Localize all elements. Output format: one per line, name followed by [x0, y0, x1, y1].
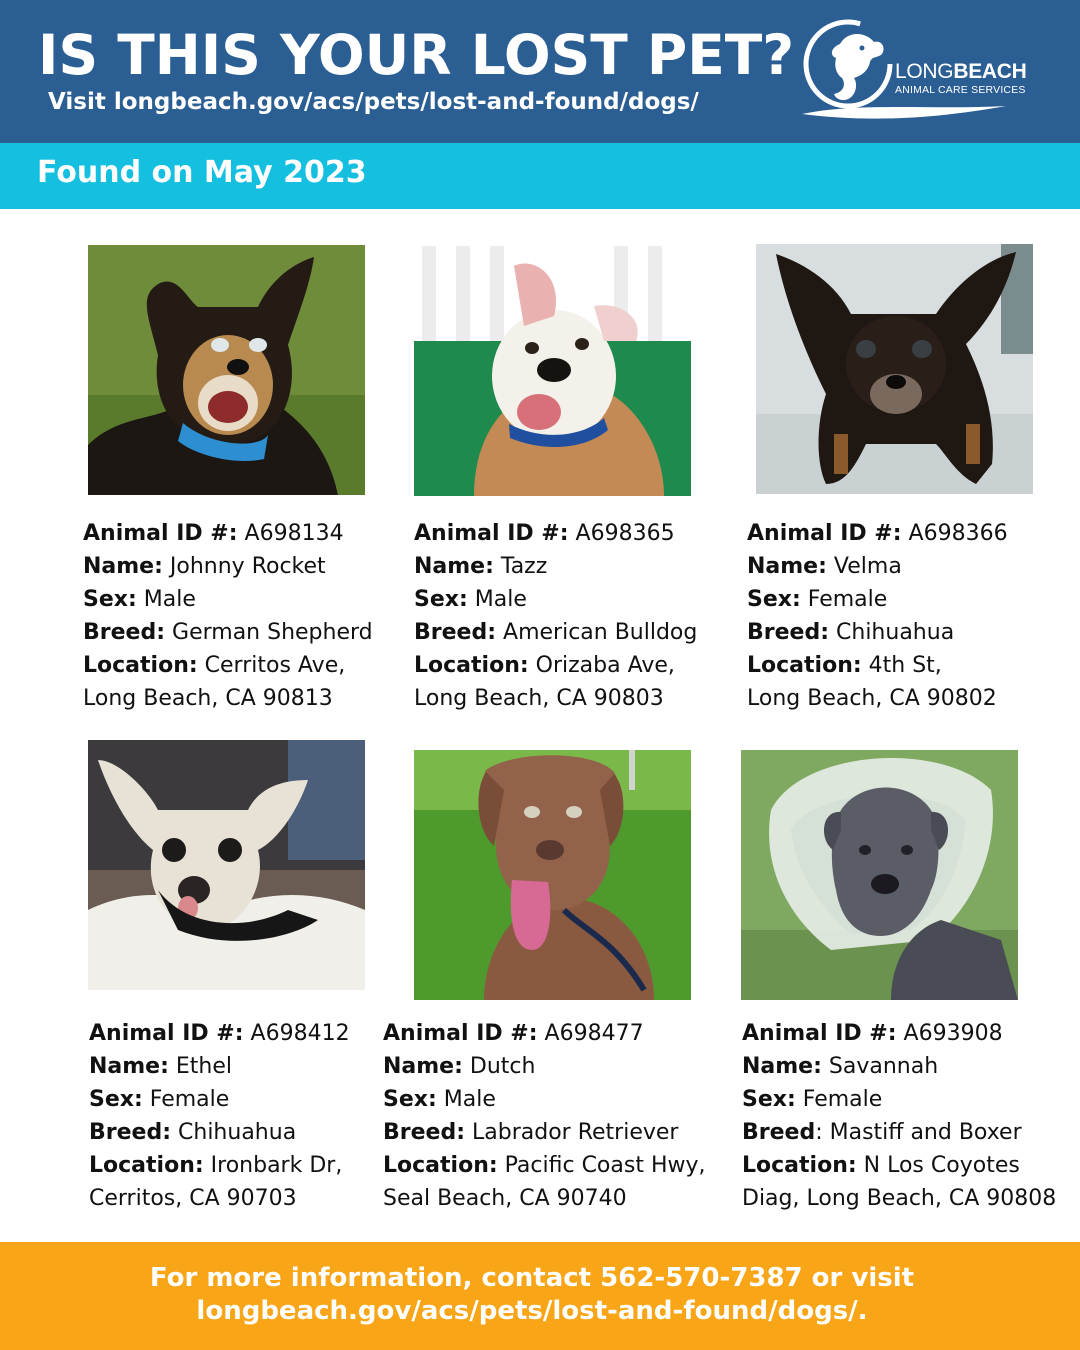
footer-url-line[interactable]: longbeach.gov/acs/pets/lost-and-found/dogs/. [196, 1296, 868, 1326]
animal-id-value: A698477 [544, 1021, 644, 1046]
pet-sex-value: Female [807, 587, 888, 612]
page-title: IS THIS YOUR LOST PET? [38, 23, 795, 87]
american-bulldog-photo-icon [414, 246, 691, 496]
pet-sex-row: Sex: Female [742, 1087, 883, 1112]
pet-location-value: Orizaba Ave, [535, 653, 675, 678]
pet-breed-row: Breed: American Bulldog [414, 620, 698, 645]
pet-photo-2 [414, 246, 691, 496]
german-shepherd-photo-icon [88, 245, 365, 495]
pet-sex-value: Male [474, 587, 527, 612]
black-chihuahua-photo-icon [756, 244, 1033, 494]
pet-sex-value: Female [149, 1087, 230, 1112]
pet-breed-row: Breed: Chihuahua [89, 1120, 297, 1145]
pet-name-row: Name: Savannah [742, 1054, 939, 1079]
pet-location-row: Location: Pacific Coast Hwy, [383, 1153, 706, 1178]
pet-name-value: Tazz [500, 554, 548, 579]
pet-name-value: Dutch [469, 1054, 536, 1079]
footer-contact-text [0, 1262, 1064, 1328]
pet-location-value: N Los Coyotes [863, 1153, 1020, 1178]
pet-location-line-2: Long Beach, CA 90813 [83, 686, 333, 711]
pet-location-row: Location: Orizaba Ave, [414, 653, 675, 678]
visit-url-text[interactable]: Visit longbeach.gov/acs/pets/lost-and-found/dogs/ [48, 89, 699, 115]
pet-location-line-2: Long Beach, CA 90803 [414, 686, 664, 711]
animal-id-value: A693908 [903, 1021, 1003, 1046]
pet-sex-row: Sex: Male [414, 587, 527, 612]
pet-location-line-2: Long Beach, CA 90802 [747, 686, 997, 711]
pet-location-line-2: Diag, Long Beach, CA 90808 [742, 1186, 1057, 1211]
logo-subtitle: ANIMAL CARE SERVICES [895, 84, 1026, 96]
mastiff-boxer-cone-photo-icon [741, 750, 1018, 1000]
animal-id-row: Animal ID #: A698477 [383, 1021, 644, 1046]
pet-sex-row: Sex: Female [747, 587, 888, 612]
logo-wordmark: LONGBEACH [895, 60, 1027, 83]
pet-sex-row: Sex: Male [383, 1087, 496, 1112]
pet-name-value: Ethel [175, 1054, 233, 1079]
pet-location-value: 4th St, [868, 653, 942, 678]
animal-id-row: Animal ID #: A698412 [89, 1021, 350, 1046]
pet-info-card [89, 1017, 350, 1215]
animal-id-value: A698134 [244, 521, 344, 546]
pet-location-row: Location: N Los Coyotes [742, 1153, 1020, 1178]
pet-location-value: Ironbark Dr, [210, 1153, 343, 1178]
labrador-retriever-photo-icon [414, 750, 691, 1000]
pet-location-line-2: Cerritos, CA 90703 [89, 1186, 297, 1211]
pet-breed-value: German Shepherd [172, 620, 373, 645]
pet-info-card [742, 1017, 1056, 1215]
pet-name-row: Name: Velma [747, 554, 902, 579]
pet-sex-value: Male [143, 587, 196, 612]
pet-sex-value: Female [802, 1087, 883, 1112]
pet-name-value: Velma [833, 554, 902, 579]
pet-location-value: Pacific Coast Hwy, [504, 1153, 706, 1178]
pet-photo-4 [88, 740, 365, 990]
pet-breed-value: : Mastiff and Boxer [815, 1120, 1022, 1145]
pet-info-card [83, 517, 373, 715]
pet-breed-value: Chihuahua [836, 620, 955, 645]
pet-photo-6 [741, 750, 1018, 1000]
pet-breed-value: American Bulldog [503, 620, 698, 645]
pet-location-row: Location: Ironbark Dr, [89, 1153, 343, 1178]
pet-name-row: Name: Tazz [414, 554, 548, 579]
long-beach-acs-logo [800, 14, 1040, 128]
pet-photo-3 [756, 244, 1033, 494]
footer-contact-line: For more information, contact 562-570-7387 or visit [149, 1263, 915, 1293]
pet-sex-row: Sex: Male [83, 587, 196, 612]
pet-breed-row: Breed: Chihuahua [747, 620, 955, 645]
pet-info-card [383, 1017, 706, 1215]
animal-id-row: Animal ID #: A693908 [742, 1021, 1003, 1046]
pet-sex-row: Sex: Female [89, 1087, 230, 1112]
pet-location-line-2: Seal Beach, CA 90740 [383, 1186, 627, 1211]
pet-name-row: Name: Johnny Rocket [83, 554, 326, 579]
animal-id-row: Animal ID #: A698366 [747, 521, 1008, 546]
pet-breed-value: Chihuahua [178, 1120, 297, 1145]
pet-sex-value: Male [443, 1087, 496, 1112]
white-chihuahua-photo-icon [88, 740, 365, 990]
pet-info-card [414, 517, 697, 715]
animal-id-row: Animal ID #: A698365 [414, 521, 675, 546]
pet-location-row: Location: Cerritos Ave, [83, 653, 346, 678]
pet-name-value: Savannah [828, 1054, 939, 1079]
pet-photo-5 [414, 750, 691, 1000]
pet-breed-value: Labrador Retriever [472, 1120, 679, 1145]
pet-name-row: Name: Ethel [89, 1054, 233, 1079]
pet-location-value: Cerritos Ave, [204, 653, 346, 678]
animal-id-row: Animal ID #: A698134 [83, 521, 344, 546]
pet-name-value: Johnny Rocket [169, 554, 326, 579]
pet-breed-row: Breed: German Shepherd [83, 620, 373, 645]
pet-info-card [747, 517, 1008, 715]
animal-id-value: A698412 [250, 1021, 350, 1046]
pet-breed-row: Breed: Labrador Retriever [383, 1120, 679, 1145]
pet-photo-1 [88, 245, 365, 495]
found-date-heading: Found on May 2023 [37, 155, 367, 190]
animal-id-value: A698366 [908, 521, 1008, 546]
animal-id-value: A698365 [575, 521, 675, 546]
pet-breed-row: Breed: Mastiff and Boxer [742, 1120, 1022, 1145]
pet-name-row: Name: Dutch [383, 1054, 536, 1079]
pet-location-row: Location: 4th St, [747, 653, 942, 678]
